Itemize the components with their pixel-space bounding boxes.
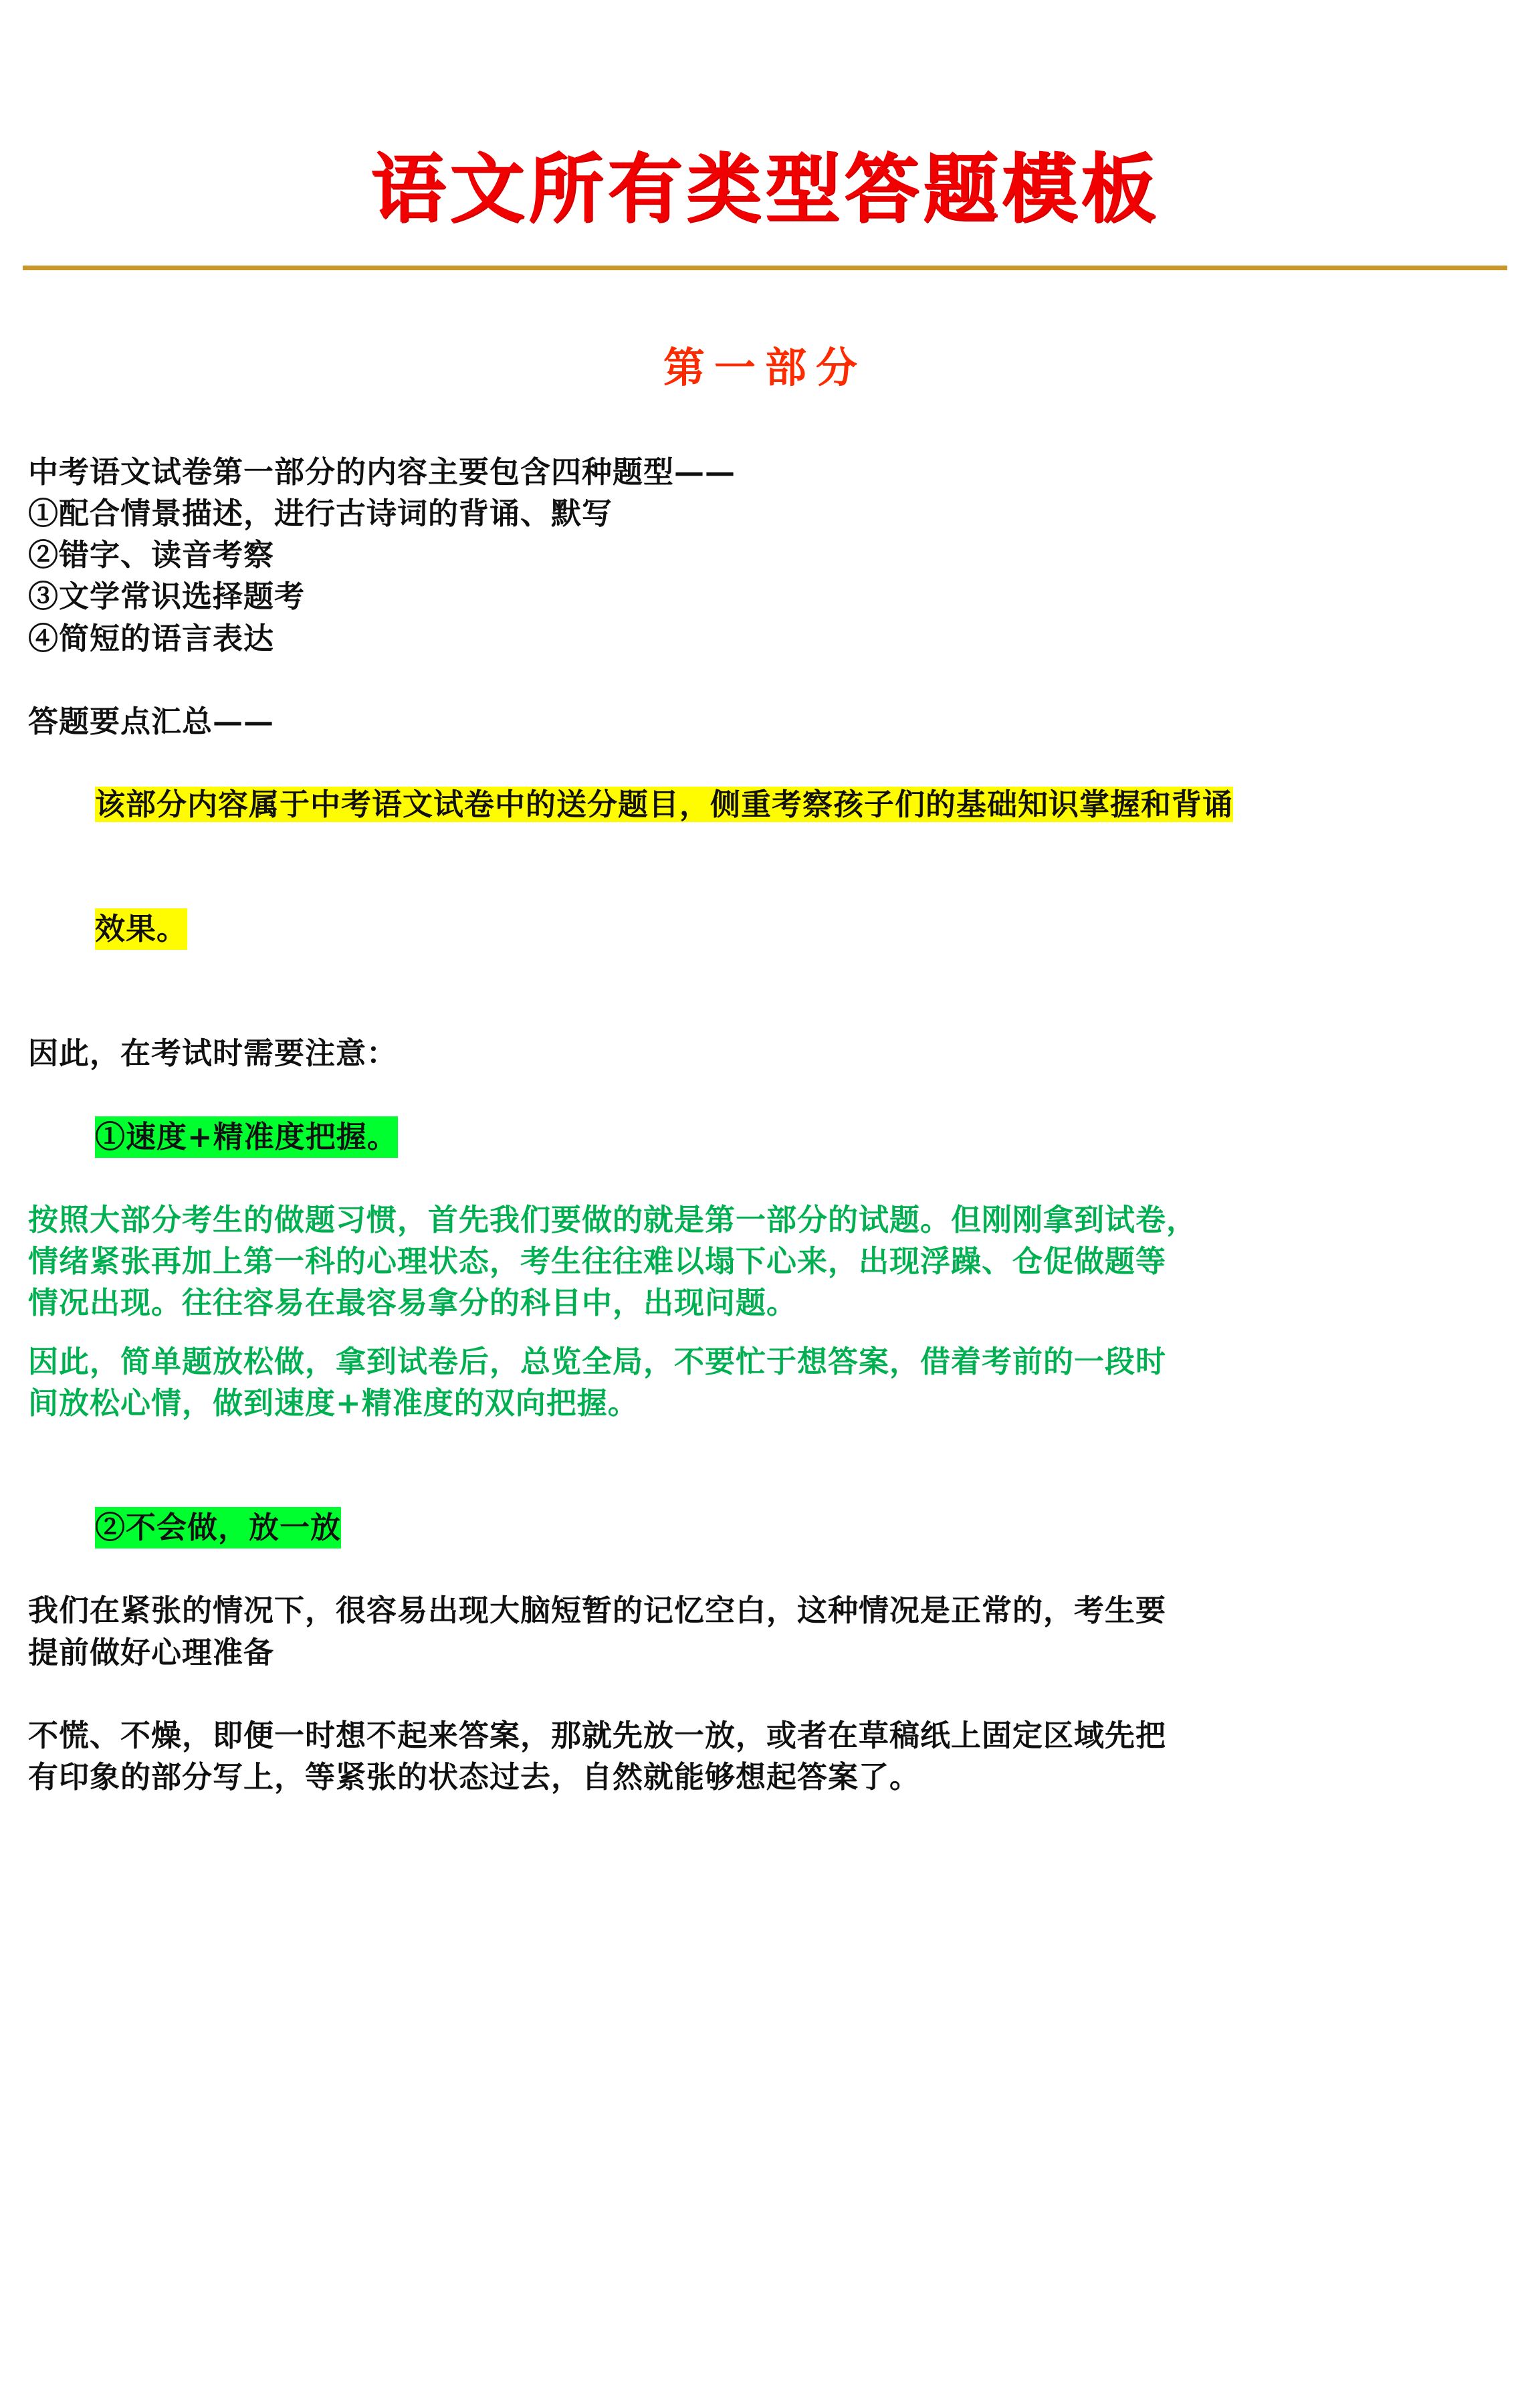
point-2-para-1-line-2: 提前做好心理准备 (28, 1634, 275, 1670)
point-2-para-2-line-1: 不慌、不燥，即便一时想不起来答案，那就先放一放，或者在草稿纸上固定区域先把 (28, 1717, 1167, 1753)
summary-highlight-text-2: 效果。 (95, 908, 187, 950)
document-body (23, 452, 1507, 1798)
section-heading: 第一部分 (663, 343, 867, 393)
page-title: 语文所有类型答题模板 (370, 146, 1160, 233)
summary-highlight-line-1 (28, 742, 1507, 867)
spacer (28, 991, 1507, 1033)
point-1-para-1-line-2: 情绪紧张再加上第一科的心理状态，考生往往难以塌下心来，出现浮躁、仓促做题等 (28, 1243, 1167, 1279)
summary-highlight-text-1: 该部分内容属于中考语文试卷中的送分题目，侧重考察孩子们的基础知识掌握和背诵 (95, 786, 1234, 822)
point-2-para-1-line-1: 我们在紧张的情况下，很容易出现大脑短暂的记忆空白，这种情况是正常的，考生要 (28, 1593, 1167, 1629)
intro-item-4: ④简短的语言表达 (28, 620, 275, 656)
title-divider (23, 266, 1507, 270)
point-1-para-2-line-2: 间放松心情，做到速度+精准度的双向把握。 (28, 1385, 639, 1421)
intro-item-1: ①配合情景描述，进行古诗词的背诵、默写 (28, 496, 613, 532)
point-2-para-2-line-2: 有印象的部分写上，等紧张的状态过去，自然就能够想起答案了。 (28, 1759, 921, 1795)
intro-item-3: ③文学常识选择题考 (28, 579, 306, 615)
notice-point-2-label: ②不会做，放一放 (95, 1507, 341, 1548)
point-1-para-1-line-3: 情况出现。往往容易在最容易拿分的科目中，出现问题。 (28, 1284, 798, 1320)
notice-lead: 因此，在考试时需要注意： (28, 1035, 398, 1072)
notice-point-1-label-row (28, 1074, 1507, 1199)
summary-highlight-line-2 (28, 867, 1507, 991)
intro-item-2: ②错字、读音考察 (28, 537, 275, 573)
spacer (28, 1324, 1507, 1341)
intro-lead: 中考语文试卷第一部分的内容主要包含四种题型—— (28, 454, 736, 490)
notice-point-1-label: ①速度+精准度把握。 (95, 1116, 398, 1158)
point-1-para-1-line-1: 按照大部分考生的做题习惯，首先我们要做的就是第一部分的试题。但刚刚拿到试卷， (28, 1201, 1198, 1237)
point-1-para-2-line-1: 因此，简单题放松做，拿到试卷后，总览全局，不要忙于想答案，借着考前的一段时 (28, 1343, 1167, 1379)
notice-point-2-label-row (28, 1466, 1507, 1590)
spacer (28, 1424, 1507, 1466)
document-page (0, 148, 1530, 2408)
spacer (28, 660, 1507, 701)
summary-lead: 答题要点汇总—— (28, 703, 275, 739)
spacer (28, 1674, 1507, 1715)
